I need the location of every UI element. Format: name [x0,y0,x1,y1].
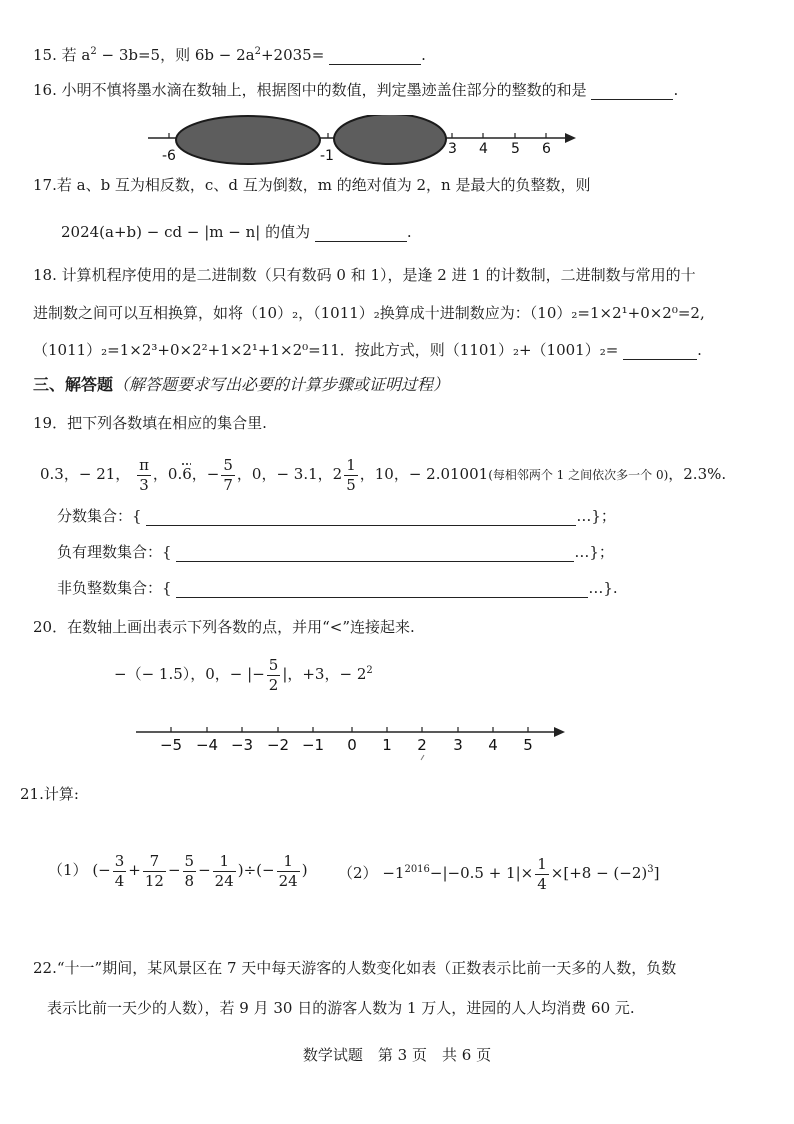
answer-number-line[interactable] [132,718,572,764]
axis-label: 6 [542,141,551,157]
answer-blank[interactable] [176,583,588,598]
answer-blank[interactable] [146,511,576,526]
question-15: 15. 若 $a^2 - 3b=5$，则 $6b - 2a^2+2035=$ . [33,46,426,64]
repeating-digit: 6 [182,465,192,483]
negative-rational-set: 负有理数集合：{ …}； [57,543,614,561]
answer-blank[interactable] [315,227,407,242]
question-21-title: 21.计算: [20,785,79,803]
fraction-5-over-7: $\frac{5}{7}$ [223,455,233,494]
question-18-line1: 18. 计算机程序使用的是二进制数（只有数码 0 和 1），是逢 2 进 1 的计数制，二进制数与常用的十 [33,266,696,284]
ink-blot-right [334,115,446,164]
axis-label: 4 [479,141,488,157]
question-20-title: 20．在数轴上画出表示下列各数的点，并用“<”连接起来. [33,618,415,636]
question-16: 16. 小明不慎将墨水滴在数轴上，根据图中的数值，判定墨迹盖住部分的整数的和是 . [33,81,679,99]
axis-label: 0 [347,736,357,754]
ink-number-line [140,115,580,171]
fraction-set: 分数集合：{ …}； [57,507,616,525]
axis-label: −5 [159,736,183,754]
question-20-numbers: −（− 1.5），0，− |− $\frac{5}{2}$ |，+3，− $2^2$ [114,655,373,694]
page-footer: 数学试题 第 3 页 共 6 页 [302,1046,492,1064]
fraction-1-over-5: $\frac{1}{5}$ [346,455,356,494]
pencil-mark [421,755,424,760]
section-heading: 三、解答题（解答题要求写出必要的计算步骤或证明过程） [33,375,450,394]
question-21-part1: （1） (− $\frac{3}{4}$ + $\frac{7}{12}$ − $\frac{5}{8}$ − $\frac{1}{24}$ )÷(− $\frac{1}{24}$ ) [48,851,308,890]
question-19-title: 19．把下列各数填在相应的集合里. [33,414,267,432]
axis-label: 4 [488,736,498,754]
question-19-numbers: 0.3，− 21， $\frac{\pi}{3}$ ，0.6，− $\frac{5}{7}$ ，0，− 3.1，2 $\frac{1}{5}$ ，10，− 2.01001(每相邻两个 1 之间依次多一个 0)，2.3%. [40,455,727,494]
axis-label: -1 [320,148,334,164]
question-17-line1: 17.若 a、b 互为相反数，c、d 互为倒数，m 的绝对值为 2，n 是最大的负整数，则 [33,176,591,194]
axis-label: 3 [448,141,457,157]
question-number: 15. [33,46,57,64]
fraction-5-over-2: $\frac{5}{2}$ [268,655,279,694]
axis-label: 1 [382,736,392,754]
axis-label: −4 [195,736,219,754]
question-22-line1: 22.“十一”期间，某风景区在 7 天中每天游客的人数变化如表（正数表示比前一天多的人数，负数 [33,959,677,977]
question-18-line2: 进制数之间可以互相换算，如将（10）₂，（1011）₂换算成十进制数应为：（10）₂=1×2¹+0×2⁰=2, [33,304,705,322]
axis-label: 3 [453,736,463,754]
axis-label: 5 [523,736,533,754]
axis-label: −1 [301,736,325,754]
axis-label: −3 [230,736,254,754]
question-22-line2: 表示比前一天少的人数），若 9 月 30 日的游客人数为 1 万人，进园的人人均消费 60 元. [47,999,635,1017]
question-18-line3: （1011）₂=1×2³+0×2²+1×2¹+1×2⁰=11．按此方式，则（1101）₂+（1001）₂= . [33,341,702,359]
answer-blank[interactable] [329,50,421,65]
answer-blank[interactable] [176,547,574,562]
axis-label: −2 [266,736,290,754]
answer-blank[interactable] [591,85,673,100]
answer-blank[interactable] [623,345,697,360]
axis-label: 5 [511,141,520,157]
question-21-part2: $(2) -1^{2016}-|-0.5 + 1|\times$ $\frac{1}{4}$ $\times[+8 - (-2)^3]$ [338,854,660,893]
axis-label: -6 [162,148,176,164]
ink-blot-left [176,116,320,164]
fraction-pi-over-3: $\frac{\pi}{3}$ [139,455,149,494]
nonnegative-integer-set: 非负整数集合：{ …}. [57,579,618,597]
axis-label: 2 [417,736,427,754]
question-17-line2: 2024(a+b) − cd − |m − n| 的值为 . [61,223,412,241]
